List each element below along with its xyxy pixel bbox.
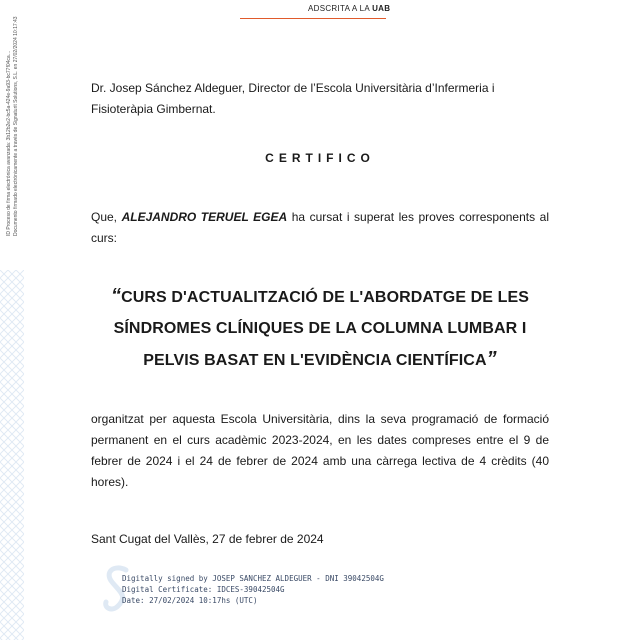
affiliation-prefix: ADSCRITA A LA — [308, 4, 370, 13]
student-name: ALEJANDRO TERUEL EGEA — [121, 210, 288, 224]
que-suffix: ha cursat i superat les proves corresponents al curs: — [91, 210, 549, 245]
digital-signature-block — [122, 573, 384, 606]
course-title — [86, 281, 554, 376]
certifico-heading: CERTIFICO — [265, 151, 375, 165]
close-quote: ” — [486, 348, 497, 370]
side-signature-note — [0, 0, 30, 240]
director-paragraph: Dr. Josep Sánchez Aldeguer, Director de l’Escola Universitària d’Infermeria i Fisioteràpia Gimbernat. — [91, 81, 495, 116]
decorative-pattern — [0, 270, 24, 640]
que-prefix: Que, — [91, 210, 118, 224]
signature-certificate: Digital Certificate: IDCES-39042504G — [122, 585, 285, 594]
open-quote: “ — [110, 285, 122, 307]
signature-date: Date: 27/02/2024 10:17hs (UTC) — [122, 596, 258, 605]
header-divider — [240, 18, 386, 19]
uab-logo: UAB — [372, 4, 391, 13]
course-title-text: CURS D'ACTUALITZACIÓ DE L'ABORDATGE DE LES SÍNDROMES CLÍNIQUES DE LA COLUMNA LUMBAR I PELVIS BASAT EN L'EVIDÈNCIA CIENTÍFICA — [113, 289, 530, 369]
side-note-line2: Documento firmado electrónicamente a través de Signaturit Solutions, S.L. en 27/02/2024 10:17:43 — [13, 16, 19, 236]
signature-signed-by: Digitally signed by JOSEP SANCHEZ ALDEGUER - DNI 39042504G — [122, 574, 384, 583]
organization-paragraph: organitzat per aquesta Escola Universitària, dins la seva programació de formació permanent en el curs acadèmic 2023-2024, en les dates compreses entre el 9 de febrer de 2024 i el 24 de febrer de 2024 amb una càrrega lectiva de 4 crèdits (40 hores). — [91, 412, 549, 489]
student-paragraph — [91, 207, 549, 249]
header-affiliation — [308, 4, 390, 13]
side-note-line1: ID Proceso de firma electrónica avanzada: 3b12b2e2-bc5a-424e-9a93-bc77f04ca… — [6, 50, 12, 236]
place-date: Sant Cugat del Vallès, 27 de febrer de 2024 — [91, 532, 324, 546]
